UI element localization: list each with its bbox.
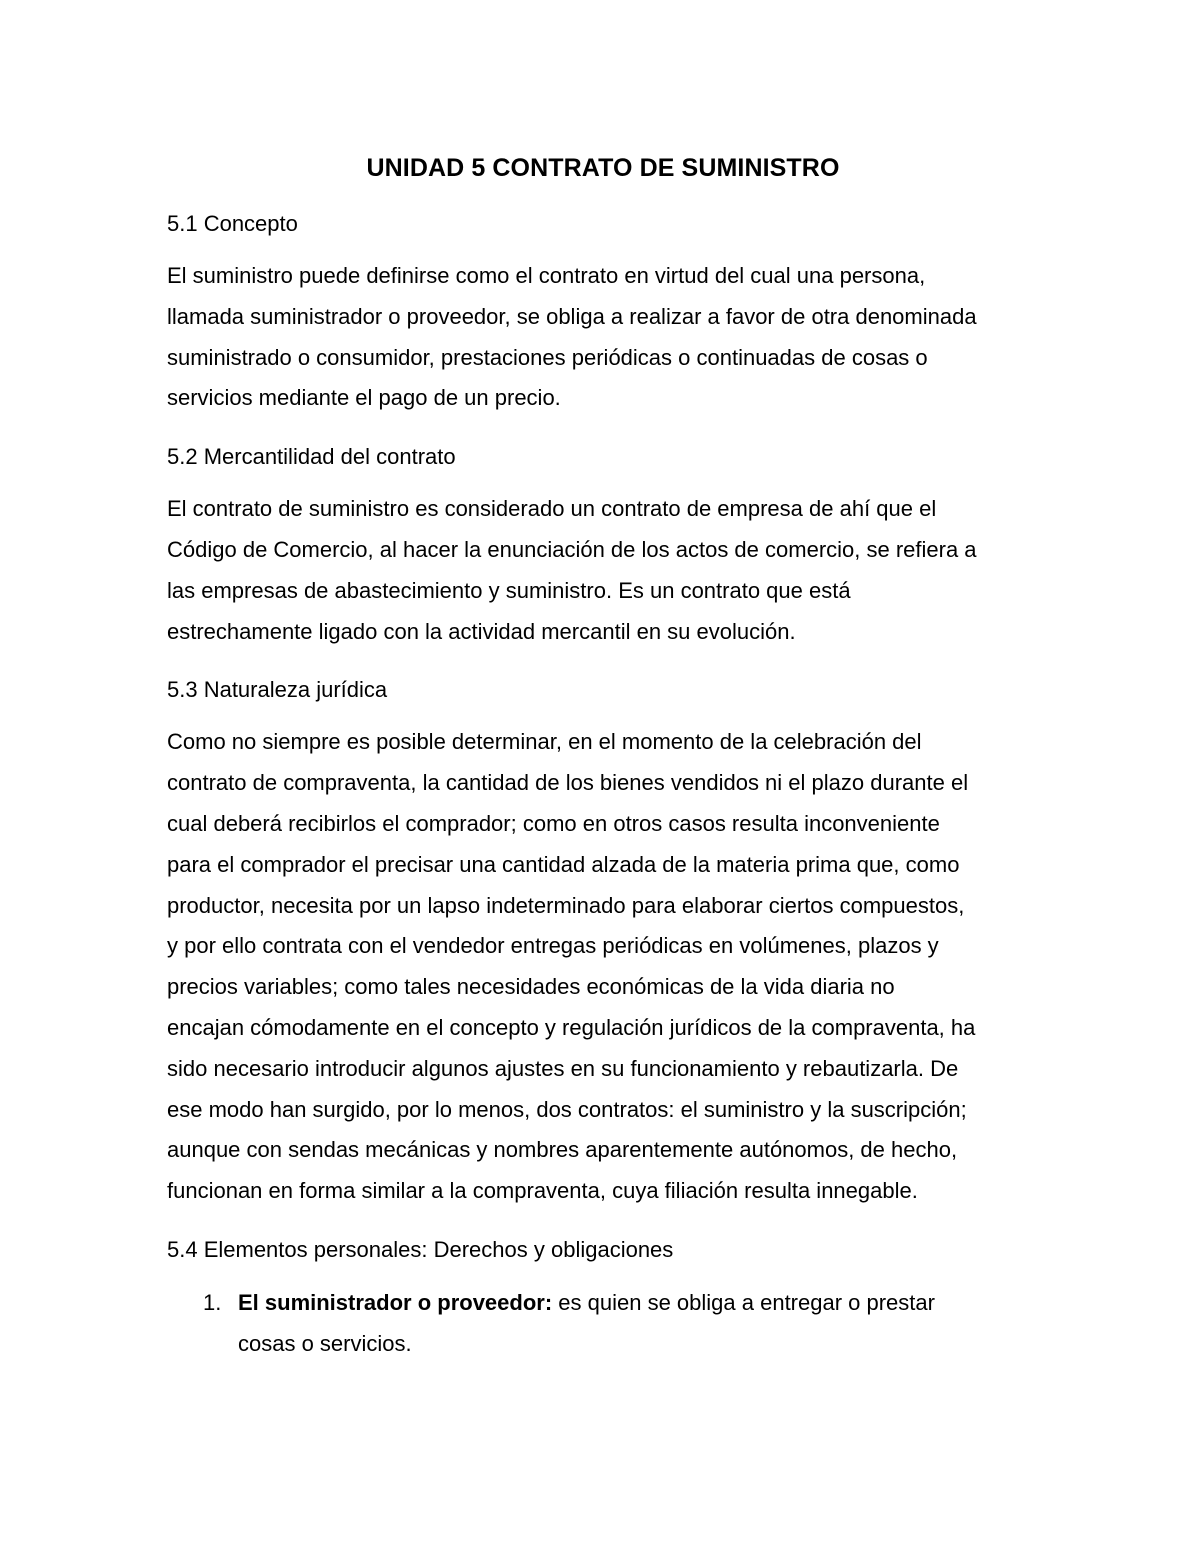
- paragraph-line: funcionan en forma similar a la compraventa, cuya filiación resulta innegable.: [167, 1178, 918, 1204]
- paragraph-line: sido necesario introducir algunos ajustes en su funcionamiento y rebautizarla. De: [167, 1055, 959, 1081]
- paragraph-line: El suministro puede definirse como el contrato en virtud del cual una persona,: [167, 263, 926, 288]
- section-heading-5-3: 5.3 Naturaleza jurídica: [167, 677, 388, 703]
- paragraph-line: El contrato de suministro es considerado un contrato de empresa de ahí que el: [167, 496, 937, 522]
- section-heading-5-2: 5.2 Mercantilidad del contrato: [167, 444, 456, 470]
- paragraph-line: servicios mediante el pago de un precio.: [167, 385, 561, 411]
- list-item-bold-lead: El suministrador o proveedor:: [238, 1289, 553, 1315]
- paragraph-line: las empresas de abastecimiento y suministro. Es un contrato que está: [167, 577, 851, 603]
- document-title: UNIDAD 5 CONTRATO DE SUMINISTRO: [366, 154, 840, 182]
- paragraph-line: encajan cómodamente en el concepto y regulación jurídicos de la compraventa, ha: [167, 1014, 976, 1040]
- list-item-continuation: cosas o servicios.: [238, 1330, 412, 1356]
- section-paragraph-5-3: [167, 722, 1047, 1212]
- list-item-text: es quien se obliga a entregar o prestar: [552, 1289, 935, 1315]
- document-page: [167, 148, 1047, 1364]
- paragraph-line: estrechamente ligado con la actividad mercantil en su evolución.: [167, 618, 796, 644]
- paragraph-line: contrato de compraventa, la cantidad de los bienes vendidos ni el plazo durante el: [167, 770, 969, 796]
- paragraph-line: para el comprador el precisar una cantidad alzada de la materia prima que, como: [167, 851, 960, 877]
- paragraph-line: Código de Comercio, al hacer la enunciación de los actos de comercio, se refiera a: [167, 536, 977, 562]
- paragraph-line: llamada suministrador o proveedor, se obliga a realizar a favor de otra denominada: [167, 303, 977, 329]
- paragraph-line: Como no siempre es posible determinar, en el momento de la celebración del: [167, 729, 922, 755]
- section-heading-5-4: 5.4 Elementos personales: Derechos y obligaciones: [167, 1236, 674, 1262]
- paragraph-line: precios variables; como tales necesidades económicas de la vida diaria no: [167, 974, 895, 1000]
- paragraph-line: cual deberá recibirlos el comprador; como en otros casos resulta inconveniente: [167, 810, 940, 836]
- paragraph-line: aunque con sendas mecánicas y nombres aparentemente autónomos, de hecho,: [167, 1137, 958, 1163]
- list-item: [167, 1282, 1047, 1364]
- list-item-first-line: [238, 1282, 1047, 1323]
- list-item-number: 1.: [203, 1289, 222, 1315]
- section-paragraph-5-2: [167, 489, 1047, 652]
- section-paragraph-5-1: [167, 256, 1047, 419]
- paragraph-line: ese modo han surgido, por lo menos, dos contratos: el suministro y la suscripción;: [167, 1096, 967, 1122]
- paragraph-line: y por ello contrata con el vendedor entregas periódicas en volúmenes, plazos y: [167, 933, 939, 959]
- paragraph-line: productor, necesita por un lapso indeterminado para elaborar ciertos compuestos,: [167, 892, 965, 918]
- section-heading-5-1: 5.1 Concepto: [167, 211, 298, 236]
- paragraph-line: suministrado o consumidor, prestaciones periódicas o continuadas de cosas o: [167, 344, 928, 370]
